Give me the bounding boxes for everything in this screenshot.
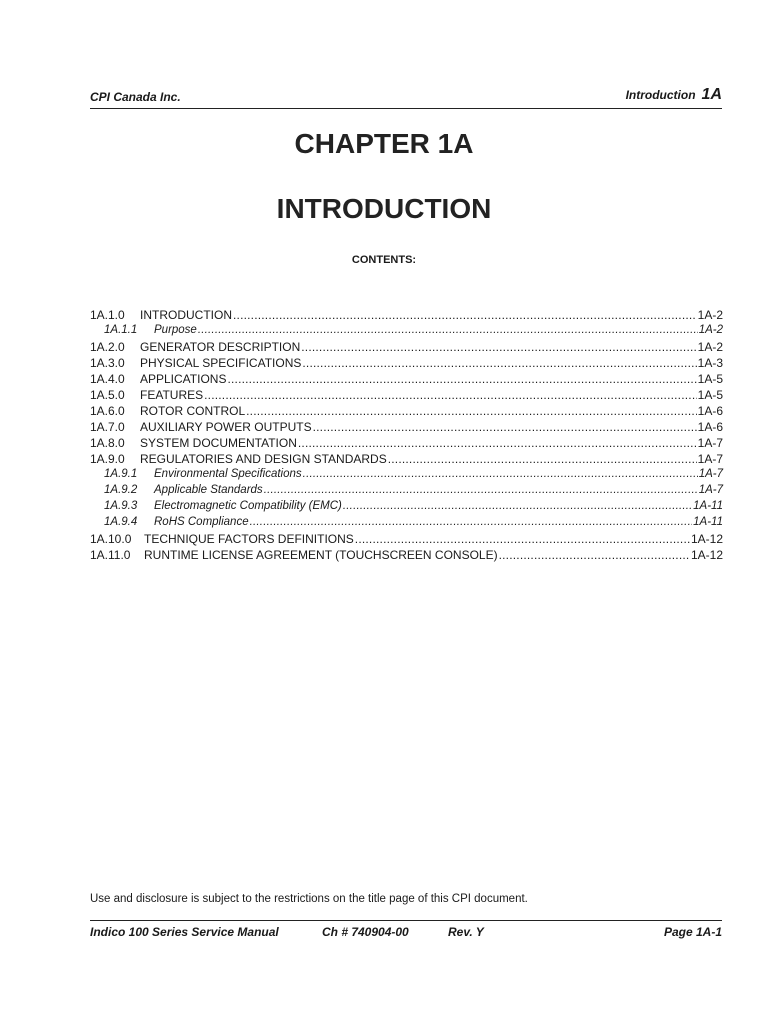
toc-page: 1A-11 — [693, 516, 723, 528]
disclosure-notice: Use and disclosure is subject to the restrictions on the title page of this CPI document. — [90, 893, 528, 905]
section-name: Introduction — [625, 88, 696, 102]
toc-leader-dots — [250, 516, 693, 528]
toc-title: Electromagnetic Compatibility (EMC) — [154, 500, 342, 512]
toc-entry[interactable] — [90, 324, 723, 340]
section-label — [626, 86, 722, 104]
toc-title: Applicable Standards — [154, 484, 263, 496]
toc-title: APPLICATIONS — [140, 372, 227, 386]
chapter-subtitle: INTRODUCTION — [276, 193, 492, 224]
toc-entry[interactable] — [90, 420, 723, 436]
toc-number: 1A.9.2 — [104, 484, 138, 496]
toc-entry[interactable] — [90, 500, 723, 516]
toc-entry[interactable] — [90, 436, 723, 452]
toc-title: RoHS Compliance — [154, 516, 249, 528]
toc-number: 1A.3.0 — [90, 356, 125, 370]
toc-title: INTRODUCTION — [140, 308, 232, 322]
toc-title: Environmental Specifications — [154, 468, 302, 480]
toc-entry[interactable] — [90, 532, 723, 548]
toc-leader-dots — [301, 340, 696, 354]
toc-number: 1A.5.0 — [90, 388, 125, 402]
toc-number: 1A.9.0 — [90, 452, 125, 466]
toc-entry[interactable] — [90, 452, 723, 468]
chapter-number: Ch # 740904-00 — [322, 925, 409, 939]
toc-page: 1A-7 — [697, 452, 723, 466]
chapter-title: CHAPTER 1A — [294, 128, 474, 159]
toc-page: 1A-2 — [697, 308, 723, 322]
toc-leader-dots — [227, 372, 696, 386]
toc-entry[interactable] — [90, 548, 723, 564]
toc-number: 1A.9.1 — [104, 468, 138, 480]
toc-title: GENERATOR DESCRIPTION — [140, 340, 301, 354]
toc-leader-dots — [204, 388, 697, 402]
toc-page: 1A-5 — [697, 388, 723, 402]
toc-number: 1A.4.0 — [90, 372, 125, 386]
toc-number: 1A.9.4 — [104, 516, 138, 528]
toc-page: 1A-11 — [693, 500, 723, 512]
toc-entry[interactable] — [90, 356, 723, 372]
toc-title: SYSTEM DOCUMENTATION — [140, 436, 297, 450]
toc-leader-dots — [198, 324, 698, 336]
toc-page: 1A-12 — [690, 548, 723, 562]
toc-number: 1A.1.1 — [104, 324, 138, 336]
toc-number: 1A.9.3 — [104, 500, 138, 512]
toc-leader-dots — [499, 548, 690, 562]
page-header — [90, 86, 722, 109]
toc-leader-dots — [302, 356, 696, 370]
toc-page: 1A-7 — [698, 484, 723, 496]
toc-page: 1A-6 — [697, 420, 723, 434]
toc-page: 1A-7 — [697, 436, 723, 450]
toc-number: 1A.1.0 — [90, 308, 125, 322]
toc-page: 1A-5 — [697, 372, 723, 386]
table-of-contents — [90, 308, 723, 564]
toc-entry[interactable] — [90, 388, 723, 404]
manual-title: Indico 100 Series Service Manual — [90, 925, 279, 939]
toc-leader-dots — [388, 452, 697, 466]
toc-number: 1A.10.0 — [90, 532, 132, 546]
toc-number: 1A.6.0 — [90, 404, 125, 418]
company-name: CPI Canada Inc. — [90, 90, 181, 104]
toc-title: AUXILIARY POWER OUTPUTS — [140, 420, 312, 434]
toc-entry[interactable] — [90, 484, 723, 500]
toc-entry[interactable] — [90, 404, 723, 420]
toc-entry[interactable] — [90, 468, 723, 484]
toc-entry[interactable] — [90, 308, 723, 324]
toc-leader-dots — [246, 404, 697, 418]
toc-title: ROTOR CONTROL — [140, 404, 246, 418]
toc-leader-dots — [264, 484, 698, 496]
toc-number: 1A.11.0 — [90, 548, 131, 562]
toc-number: 1A.8.0 — [90, 436, 125, 450]
toc-number: 1A.7.0 — [90, 420, 125, 434]
toc-leader-dots — [298, 436, 697, 450]
toc-page: 1A-3 — [697, 356, 723, 370]
toc-page: 1A-2 — [698, 324, 723, 336]
contents-label: CONTENTS: — [351, 254, 417, 266]
toc-page: 1A-7 — [698, 468, 723, 480]
toc-title: REGULATORIES AND DESIGN STANDARDS — [140, 452, 387, 466]
toc-entry[interactable] — [90, 372, 723, 388]
page-number: Page 1A-1 — [663, 925, 722, 939]
toc-leader-dots — [343, 500, 692, 512]
toc-entry[interactable] — [90, 516, 723, 532]
section-code: 1A — [701, 86, 722, 103]
toc-title: PHYSICAL SPECIFICATIONS — [140, 356, 302, 370]
toc-entry[interactable] — [90, 340, 723, 356]
toc-leader-dots — [313, 420, 697, 434]
toc-number: 1A.2.0 — [90, 340, 125, 354]
toc-page: 1A-6 — [697, 404, 723, 418]
toc-title: TECHNIQUE FACTORS DEFINITIONS — [144, 532, 354, 546]
toc-title: Purpose — [154, 324, 197, 336]
toc-leader-dots — [355, 532, 690, 546]
toc-page: 1A-12 — [690, 532, 723, 546]
toc-title: FEATURES — [140, 388, 204, 402]
toc-title: RUNTIME LICENSE AGREEMENT (TOUCHSCREEN CONSOLE) — [144, 548, 498, 562]
toc-page: 1A-2 — [697, 340, 723, 354]
toc-leader-dots — [303, 468, 698, 480]
page-footer — [90, 920, 722, 941]
toc-leader-dots — [233, 308, 697, 322]
revision: Rev. Y — [448, 925, 484, 939]
